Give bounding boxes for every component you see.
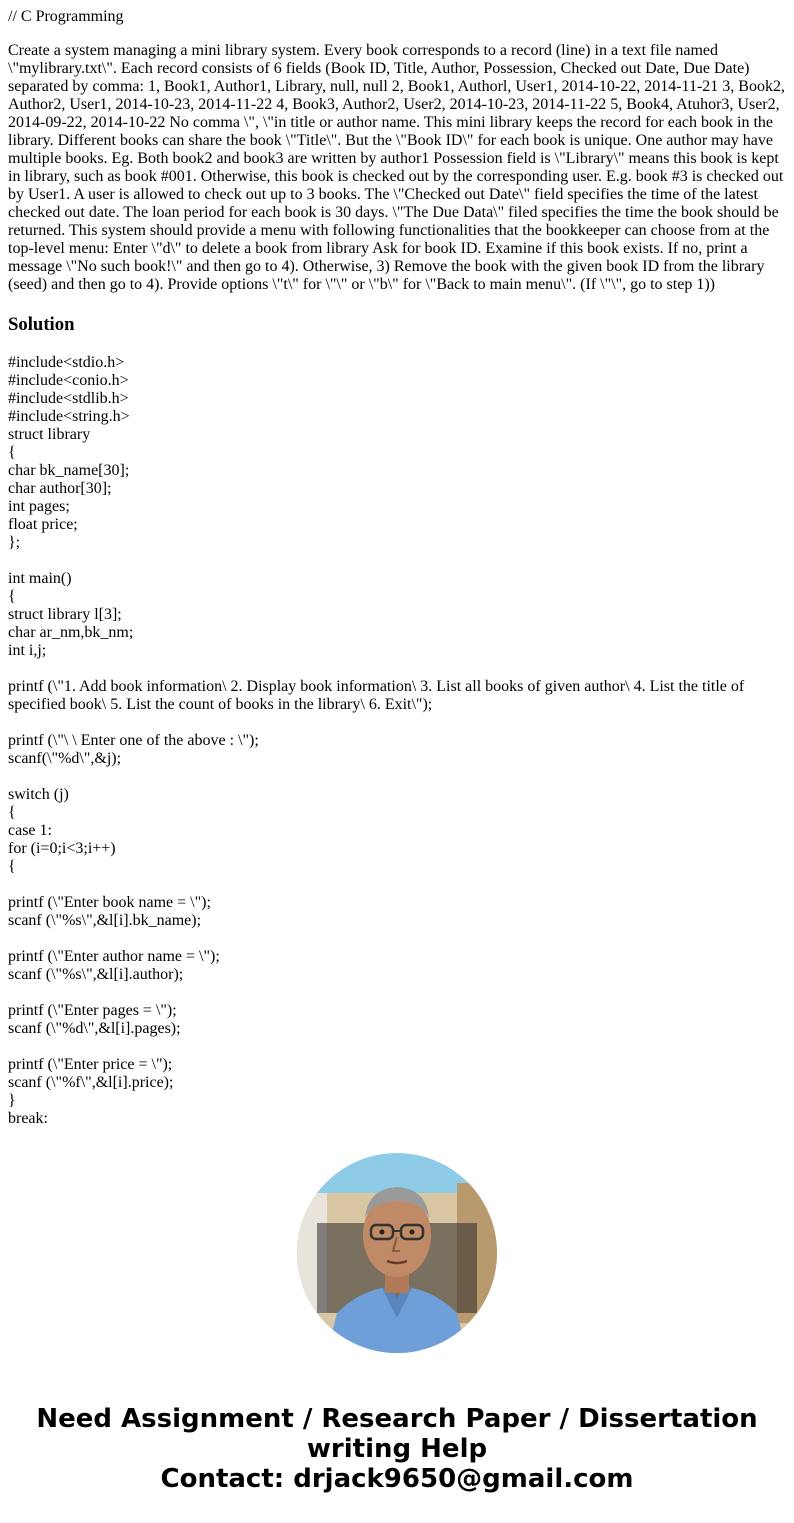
solution-code: #include<stdio.h> #include<conio.h> #include<stdlib.h> #include<string.h> struct library { char bk_name[30]; char author[30]; int pages; float price; }; int main() { struct library l[3]; char ar_nm,bk_nm; int i,j; printf (\"1. Add book information\ 2. Display book information\ 3. List all books of given author\ 4. List the title of specified book\ 5. List the count of books in the library\ 6. Exit\"); printf (\"\ \ Enter one of the above : \"); scanf(\"%d\",&j); switch (j) { case 1: for (i=0;i<3;i++) { printf (\"Enter book name = \"); scanf (\"%s\",&l[i].bk_name); printf (\"Enter author name = \"); scanf (\"%s\",&l[i].author); printf (\"Enter pages = \"); scanf (\"%d\",&l[i].pages); printf (\"Enter price = \"); scanf (\"%f\",&l[i].price); } break: xyxy=(8,354,745,1127)
question-text: Create a system managing a mini library system. Every book corresponds to a record (line) in a text file named \"mylibrary.txt\". Each record consists of 6 fields (Book ID, Title, Author, Possession, Checked out Date, Due Date) separated by comma: 1, Book1, Author1, Library, null, null 2, Book1, Authorl, User1, 2014-10-22, 2014-11-21 3, Book2, Author2, User1, 2014-10-23, 2014-11-22 4, Book3, Author2, User2, 2014-10-23, 2014-11-22 5, Book4, Atuhor3, User2, 2014-09-22, 2014-10-22 No comma \", \"in title or author name. This mini library keeps the record for each book in the library. Different books can share the book \"Title\". But the \"Book ID\" for each book is unique. One author may have multiple books. Eg. Both book2 and book3 are written by author1 Possession field is \"Library\" means this book is kept in library, such as book #001. Otherwise, this book is checked out by the corresponding user. E.g. book #3 is checked out by User1. A user is allowed to check out up to 3 books. The \"Checked out Date\" field specifies the time of the latest checked out date. The loan period for each book is 30 days. \"The Due Data\" filed specifies the time the book should be returned. This system should provide a menu with following functionalities that the bookkeeper can choose from at the top-level menu: Enter \"d\" to delete a book from library Ask for book ID. Examine if this book exists. If no, print a message \"No such book!\" and then go to 4). Otherwise, 3) Remove the book with the given book ID from the library (seed) and then go to 4). Provide options \"t\" for \"\" or \"b\" for \"Back to main menu\". (If \"\", go to step 1)) xyxy=(8,42,785,293)
author-avatar xyxy=(297,1153,497,1353)
solution-heading: Solution xyxy=(8,314,75,335)
page-title: // C Programming xyxy=(8,8,124,25)
promo-line-2: writing Help xyxy=(306,1434,488,1464)
avatar-portrait xyxy=(297,1153,497,1353)
promo-contact: Contact: drjack9650@gmail.com xyxy=(160,1464,634,1494)
promo-line-1: Need Assignment / Research Paper / Dissertation xyxy=(36,1404,758,1434)
promo-banner xyxy=(0,1404,794,1494)
